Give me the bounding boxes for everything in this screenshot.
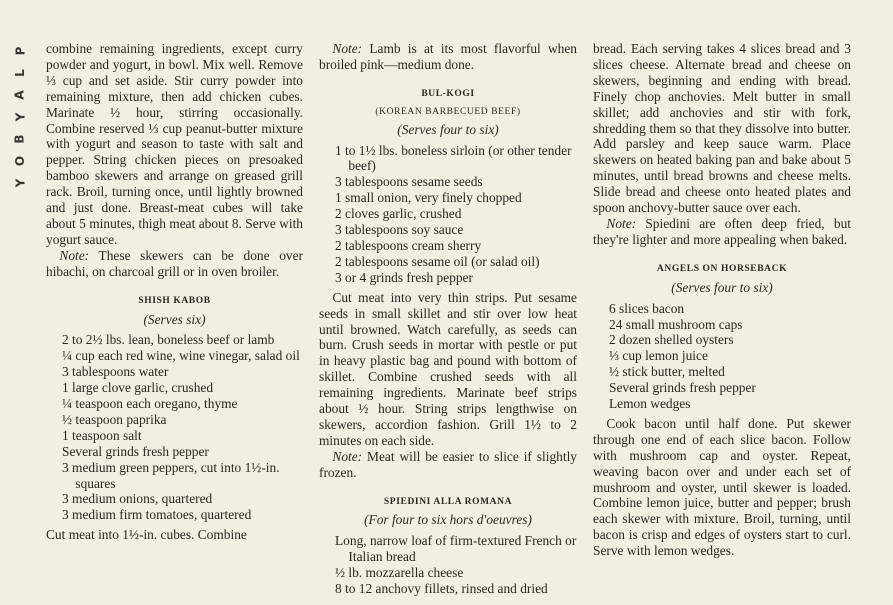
- ingredient-list: [62, 332, 303, 523]
- ingredient: Several grinds fresh pepper: [62, 443, 209, 459]
- note-label: Note:: [332, 41, 363, 56]
- ingredient-list: [335, 143, 577, 286]
- ingredient: 2 cloves garlic, crushed: [335, 206, 462, 222]
- recipe-title: ANGELS ON HORSEBACK: [656, 263, 788, 274]
- runner-letter: B: [13, 134, 27, 144]
- runner-letter: Y: [12, 178, 27, 188]
- ingredient: 8 to 12 anchovy fillets, rinsed and dried: [335, 581, 548, 597]
- ingredient: Several grinds fresh pepper: [609, 380, 756, 396]
- ingredient-list: [609, 301, 851, 412]
- note-label: Note:: [59, 247, 90, 263]
- ingredient: ⅓ cup lemon juice: [609, 348, 708, 364]
- recipe-serves: (For four to six hors d'oeuvres): [364, 512, 532, 528]
- column-1: [46, 41, 303, 543]
- ingredient: 3 medium onions, quartered: [62, 491, 213, 507]
- recipe-serves: (Serves four to six): [397, 121, 499, 137]
- runner-letter: L: [13, 69, 27, 77]
- note-text: These skewers can be done over hibachi, on charcoal grill or in oven broiler.: [46, 247, 303, 279]
- runner-letter: O: [12, 155, 27, 167]
- ingredient: 3 tablespoons soy sauce: [335, 222, 464, 238]
- ingredient: ½ stick butter, melted: [609, 364, 725, 380]
- ingredient: 2 tablespoons cream sherry: [335, 237, 482, 253]
- recipe-paragraph: bread. Each serving takes 4 slices bread and 3 slices cheese. Alternate bread and cheese on skewers, beginning and ending with bread. Finely chop anchovies. Melt butter in small skillet; add anchovies and stir with fork, shredding them so that they dissolve into butter. Add parsley and keep sauce warm. Place skewers on heated baking pan and bake about 5 minutes, until bread browns and cheese melts. Slide bread and cheese onto heated plates and spoon anchovy-butter sauce over each.: [593, 41, 851, 216]
- note-label: Note:: [606, 215, 637, 231]
- ingredient: 3 tablespoons water: [62, 364, 169, 380]
- runner-letter: Y: [12, 112, 27, 122]
- note-text: Meat will be easier to slice if slightly frozen.: [319, 448, 577, 480]
- ingredient: 1 teaspoon salt: [62, 427, 142, 443]
- ingredient: 3 medium firm tomatoes, quartered: [62, 507, 252, 523]
- ingredient: 2 dozen shelled oysters: [609, 332, 734, 348]
- recipe-title: SPIEDINI ALLA ROMANA: [383, 496, 513, 507]
- recipe-serves: (Serves six): [143, 311, 206, 327]
- runner-letter: A: [12, 90, 27, 100]
- ingredient: 3 or 4 grinds fresh pepper: [335, 269, 473, 285]
- ingredient: 3 medium green peppers, cut into 1½-in. squares: [62, 459, 280, 491]
- note-label: Note:: [332, 448, 363, 464]
- recipe-paragraph: Cut meat into very thin strips. Put sesame seeds in small skillet and stir over low heat until browned. Watch carefully, as seeds can burn. Crush seeds in mortar with pestle or put in heavy plastic bag and pound with bottom of skillet. Combine crushed seeds with all remaining ingredients. Marinate beef strips about ½ hour. String strips lengthwise on skewers, accordion fashion. Grill 1½ to 2 minutes on each side.: [319, 289, 577, 448]
- magazine-runner: [12, 40, 28, 194]
- note-text: Spiedini are often deep fried, but they're lighter and more appealing when baked.: [593, 215, 851, 247]
- recipe-note: [46, 248, 303, 280]
- ingredient: 6 slices bacon: [609, 300, 685, 316]
- ingredient: Long, narrow loaf of firm-textured French or Italian bread: [335, 533, 577, 565]
- recipe-paragraph: Cut meat into 1½-in. cubes. Combine: [46, 527, 247, 543]
- ingredient: ½ lb. mozzarella cheese: [335, 565, 464, 581]
- recipe-subtitle: (KOREAN BARBECUED BEEF): [375, 106, 521, 117]
- note-text: Lamb is at its most flavorful when broiled pink—medium done.: [319, 41, 577, 72]
- ingredient: 1 to 1½ lbs. boneless sirloin (or other tender beef): [335, 142, 572, 174]
- ingredient: 3 tablespoons sesame seeds: [335, 174, 483, 190]
- ingredient: 1 small onion, very finely chopped: [335, 190, 522, 206]
- recipe-title: BUL-KOGI: [421, 88, 475, 99]
- ingredient: 1 large clove garlic, crushed: [62, 380, 214, 396]
- recipe-note: [319, 449, 577, 481]
- recipe-title: SHISH KABOB: [138, 295, 211, 306]
- recipe-serves: (Serves four to six): [671, 279, 773, 295]
- ingredient: Lemon wedges: [609, 396, 691, 412]
- recipe-paragraph: Cook bacon until half done. Put skewer through one end of each slice bacon. Follow with mushroom cap and oyster. Repeat, weaving bacon over and under each set of mushroom and oyster, until skewer is loaded. Combine lemon juice, butter and pepper; brush each skewer with mixture. Broil, turning, until bacon is crisp and edges of oysters start to curl. Serve with lemon wedges.: [593, 415, 851, 559]
- recipe-note: [593, 216, 851, 248]
- ingredient: ½ teaspoon paprika: [62, 411, 167, 427]
- ingredient: 2 to 2½ lbs. lean, boneless beef or lamb: [62, 332, 275, 348]
- column-3: [593, 41, 851, 559]
- recipe-note: [319, 41, 577, 73]
- ingredient: ¼ teaspoon each oregano, thyme: [62, 396, 238, 412]
- ingredient-list: [335, 533, 577, 597]
- ingredient: ¼ cup each red wine, wine vinegar, salad oil: [62, 348, 300, 364]
- ingredient: 24 small mushroom caps: [609, 316, 743, 332]
- recipe-paragraph: combine remaining ingredients, except curry powder and yogurt, in bowl. Mix well. Remove ⅓ cup and set aside. Stir curry powder into remaining mixture, then add chicken cubes. Marinate ½ hour, stirring occasionally. Combine reserved ⅓ cup peanut-butter mixture with yogurt and season to taste with salt and pepper. String chicken pieces on presoaked bamboo skewers and arrange on greased grill rack. Broil, turning once, until lightly browned and just done. Breast-meat cubes will take about 5 minutes, thigh meat about 8. Serve with yogurt sauce.: [46, 41, 303, 247]
- ingredient: 2 tablespoons sesame oil (or salad oil): [335, 253, 540, 269]
- column-2: [319, 41, 577, 601]
- runner-letter: P: [12, 46, 27, 56]
